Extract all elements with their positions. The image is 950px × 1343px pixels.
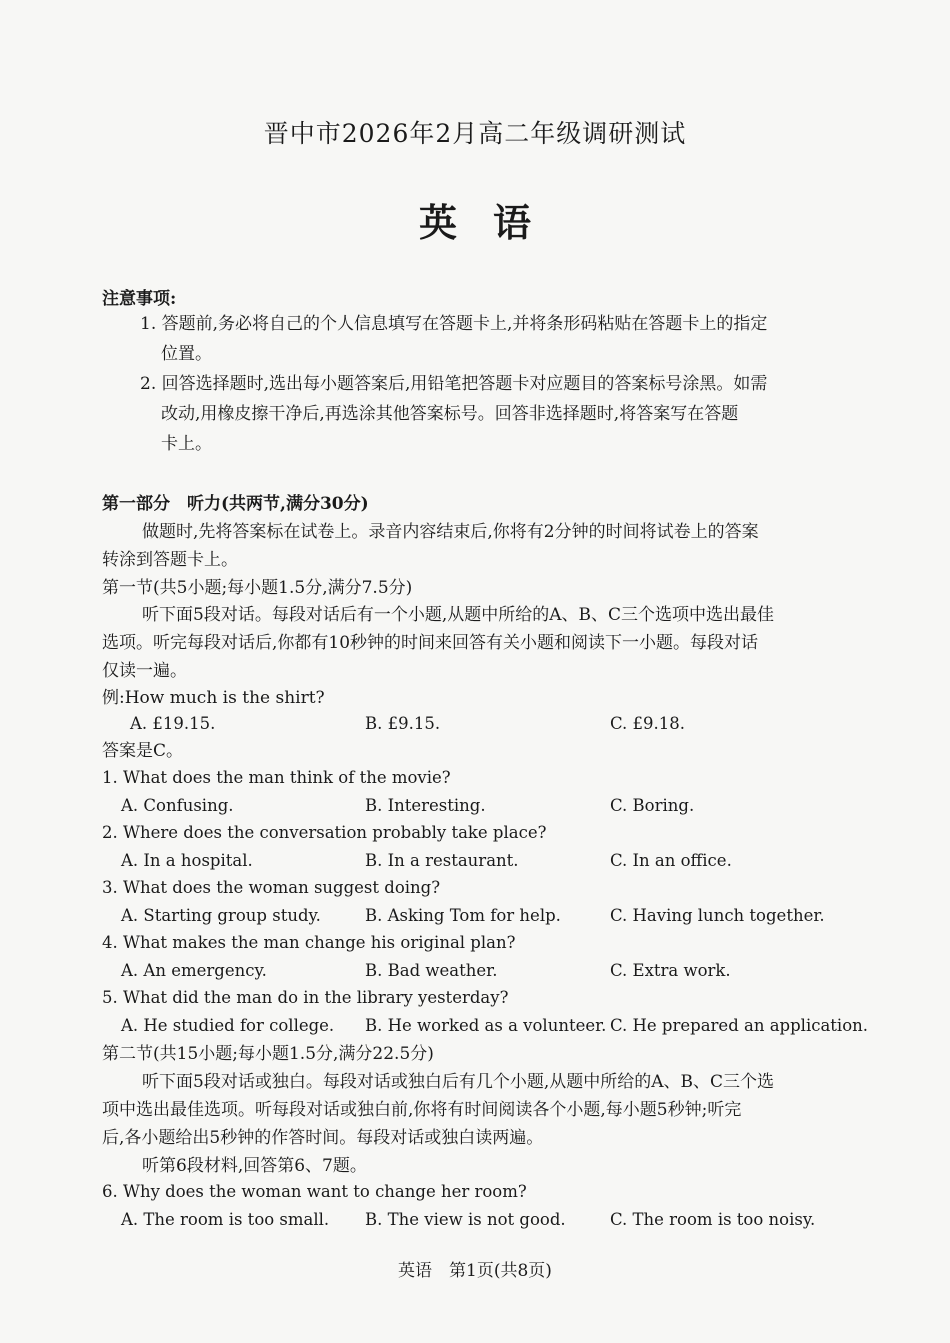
example-answer: 答案是C。 xyxy=(102,741,184,761)
part1-heading: 第一部分 听力(共两节,满分30分) xyxy=(102,494,369,514)
section2-heading: 第二节(共15小题;每小题1.5分,满分22.5分) xyxy=(102,1044,434,1064)
question-3-option-b: B. Asking Tom for help. xyxy=(365,906,561,925)
material-6-instruction: 听第6段材料,回答第6、7题。 xyxy=(142,1156,367,1176)
section2-intro-line-2: 项中选出最佳选项。听每段对话或独白前,你将有时间阅读各个小题,每小题5秒钟;听完 xyxy=(102,1100,742,1120)
question-2-option-c: C. In an office. xyxy=(610,851,732,870)
subject-title: 英语 xyxy=(418,200,567,245)
question-2: 2. Where does the conversation probably take place? xyxy=(102,823,547,842)
section1-heading: 第一节(共5小题;每小题1.5分,满分7.5分) xyxy=(102,578,413,598)
question-4: 4. What makes the man change his original plan? xyxy=(102,933,516,952)
question-6-option-c: C. The room is too noisy. xyxy=(610,1210,816,1229)
question-1: 1. What does the man think of the movie? xyxy=(102,768,451,787)
question-5-option-b: B. He worked as a volunteer. xyxy=(365,1016,607,1035)
section2-intro-line-3: 后,各小题给出5秒钟的作答时间。每段对话或独白读两遍。 xyxy=(102,1128,544,1148)
example-question: 例:How much is the shirt? xyxy=(102,688,325,708)
question-2-option-b: B. In a restaurant. xyxy=(365,851,519,870)
example-option-b: B. £9.15. xyxy=(365,714,441,733)
page-footer: 英语 第1页(共8页) xyxy=(398,1261,552,1281)
notice-item-2-line-1: 2. 回答选择题时,选出每小题答案后,用铅笔把答题卡对应题目的答案标号涂黑。如需 xyxy=(140,374,768,394)
notice-item-1-line-2: 位置。 xyxy=(161,344,212,364)
question-6-option-b: B. The view is not good. xyxy=(365,1210,566,1229)
example-option-c: C. £9.18. xyxy=(610,714,686,733)
question-4-option-c: C. Extra work. xyxy=(610,961,731,980)
section2-intro-line-1: 听下面5段对话或独白。每段对话或独白后有几个小题,从题中所给的A、B、C三个选 xyxy=(142,1072,774,1092)
notice-item-1-line-1: 1. 答题前,务必将自己的个人信息填写在答题卡上,并将条形码粘贴在答题卡上的指定 xyxy=(140,314,768,334)
section1-intro-line-1: 听下面5段对话。每段对话后有一个小题,从题中所给的A、B、C三个选项中选出最佳 xyxy=(142,605,774,625)
question-3-option-c: C. Having lunch together. xyxy=(610,906,825,925)
question-4-option-a: A. An emergency. xyxy=(121,961,267,980)
question-4-option-b: B. Bad weather. xyxy=(365,961,498,980)
notice-heading: 注意事项: xyxy=(102,289,177,309)
part1-intro-line-2: 转涂到答题卡上。 xyxy=(102,550,238,570)
question-2-option-a: A. In a hospital. xyxy=(121,851,253,870)
question-6-option-a: A. The room is too small. xyxy=(121,1210,330,1229)
section1-intro-line-2: 选项。听完每段对话后,你都有10秒钟的时间来回答有关小题和阅读下一小题。每段对话 xyxy=(102,633,759,653)
part1-intro-line-1: 做题时,先将答案标在试卷上。录音内容结束后,你将有2分钟的时间将试卷上的答案 xyxy=(142,522,759,542)
example-option-a: A. £19.15. xyxy=(130,714,216,733)
notice-item-2-line-2: 改动,用橡皮擦干净后,再选涂其他答案标号。回答非选择题时,将答案写在答题 xyxy=(161,404,739,424)
question-3: 3. What does the woman suggest doing? xyxy=(102,878,441,897)
exam-title: 晋中市2026年2月高二年级调研测试 xyxy=(263,119,687,148)
question-1-option-c: C. Boring. xyxy=(610,796,695,815)
section1-intro-line-3: 仅读一遍。 xyxy=(102,661,187,681)
question-5-option-c: C. He prepared an application. xyxy=(610,1016,869,1035)
question-5: 5. What did the man do in the library yesterday? xyxy=(102,988,509,1007)
question-6: 6. Why does the woman want to change her room? xyxy=(102,1182,527,1201)
question-1-option-a: A. Confusing. xyxy=(121,796,234,815)
question-3-option-a: A. Starting group study. xyxy=(121,906,321,925)
question-1-option-b: B. Interesting. xyxy=(365,796,486,815)
notice-item-2-line-3: 卡上。 xyxy=(161,434,212,454)
question-5-option-a: A. He studied for college. xyxy=(121,1016,335,1035)
